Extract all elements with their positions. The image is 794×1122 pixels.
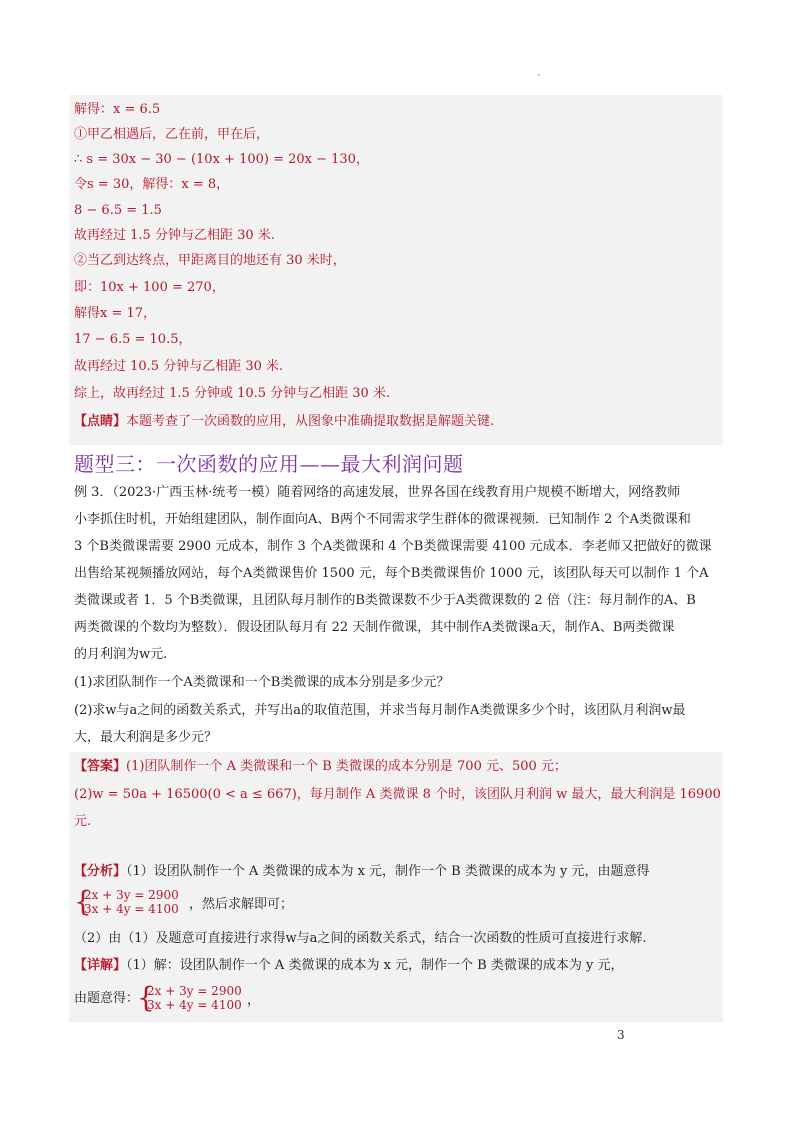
answer-text-1: (1)团队制作一个 A 类微课和一个 B 类微课的成本分别是 700 元、500 元； (126, 759, 567, 774)
equation-1: 2x + 3y = 2900 (147, 984, 242, 998)
comment-text: 本题考查了一次函数的应用，从图象中准确提取数据是解题关键. (126, 414, 495, 429)
solution-line: 8 − 6.5 = 1.5 (74, 203, 162, 218)
solution-line: 令s = 30，解得：x = 8， (74, 177, 230, 192)
detail-after-system: ， (247, 993, 261, 1008)
solution-line: 17 − 6.5 = 10.5， (74, 332, 192, 347)
solution-box (69, 95, 723, 445)
question-2-cont: 大，最大利润是多少元？ (74, 730, 218, 745)
example-line: 两类微课的个数均为整数）．假设团队每月有 22 天制作微课，其中制作A类微课a天，制作A、B两类微课 (74, 620, 675, 635)
decorative-dot (538, 74, 540, 76)
answer-text-2: (2)w = 50a + 16500(0 < a ≤ 667)，每月制作 A 类微课 8 个时，该团队月利润 w 最大，最大利润是 16900 (74, 787, 721, 802)
solution-line: 解得x = 17， (74, 306, 157, 321)
solution-line: 解得：x = 6.5 (74, 102, 161, 117)
example-line: 的月利润为w元. (74, 647, 168, 662)
comment-tag: 【点睛】 (74, 414, 127, 429)
solution-line: 故再经过 1.5 分钟与乙相距 30 米. (74, 228, 275, 243)
section-title: 题型三：一次函数的应用——最大利润问题 (74, 452, 464, 476)
solution-line: 综上，故再经过 1.5 分钟或 10.5 分钟与乙相距 30 米. (74, 386, 391, 401)
answer-line (74, 758, 567, 776)
analysis-equation-system (74, 885, 194, 918)
example-line: 3 个B类微课需要 2900 元成本，制作 3 个A类微课和 4 个B类微课需要 4100 元成本．李老师又把做好的微课 (74, 539, 712, 554)
detail-text-1: （1）解：设团队制作一个 A 类微课的成本为 x 元，制作一个 B 类微课的成本为 y 元， (126, 958, 624, 973)
comment-line (74, 413, 494, 431)
equation-2: 3x + 4y = 4100 (84, 902, 179, 916)
example-line: 类微课或者 1．5 个B类微课，且团队每月制作的B类微课数不少于A类微课数的 2 倍（注：每月制作的A、B (74, 593, 696, 608)
equation-1: 2x + 3y = 2900 (84, 888, 179, 902)
example-line: 出售给某视频播放网站，每个A类微课售价 1500 元，每个B类微课售价 1000 元，该团队每天可以制作 1 个A (74, 566, 709, 581)
analysis-tag: 【分析】 (74, 864, 127, 879)
solution-line: 即：10x + 100 = 270， (74, 280, 225, 295)
question-2: (2)求w与a之间的函数关系式，并写出a的取值范围，并求当每月制作A类微课多少个时，该团队月利润w最 (74, 703, 686, 718)
answer-text-3: 元. (74, 814, 92, 829)
analysis-line (74, 863, 649, 881)
question-1: (1)求团队制作一个A类微课和一个B类微课的成本分别是多少元？ (74, 675, 450, 690)
detail-equation-system (137, 981, 257, 1014)
detail-line (74, 957, 623, 975)
brace-icon: { (74, 885, 92, 918)
analysis-text-2: （2）由（1）及题意可直接进行求得w与a之间的函数关系式，结合一次函数的性质可直接进行求解. (74, 931, 647, 946)
page-number: 3 (617, 1028, 625, 1042)
example-line: 例 3．（2023·广西玉林·统考一模）随着网络的高速发展，世界各国在线教育用户规模不断增大，网络教师 (74, 485, 681, 500)
equation-2: 3x + 4y = 4100 (147, 998, 242, 1012)
detail-prefix: 由题意得： (74, 991, 140, 1006)
analysis-text-1: （1）设团队制作一个 A 类微课的成本为 x 元，制作一个 B 类微课的成本为 y 元，由题意得 (126, 864, 650, 879)
solution-line: ①甲乙相遇后，乙在前，甲在后， (74, 127, 270, 142)
solution-line: ∴ s = 30x − 30 − (10x + 100) = 20x − 130， (74, 152, 369, 167)
answer-tag: 【答案】 (74, 759, 127, 774)
solution-line: 故再经过 10.5 分钟与乙相距 30 米. (74, 359, 284, 374)
example-line: 小李抓住时机，开始组建团队，制作面向A、B两个不同需求学生群体的微课视频．已知制作 2 个A类微课和 (74, 512, 691, 527)
detail-tag: 【详解】 (74, 958, 127, 973)
analysis-after-system: ，然后求解即可； (189, 897, 294, 912)
solution-line: ②当乙到达终点，甲距离目的地还有 30 米时， (74, 253, 346, 268)
brace-icon: { (137, 981, 155, 1014)
answer-box (69, 752, 723, 1022)
